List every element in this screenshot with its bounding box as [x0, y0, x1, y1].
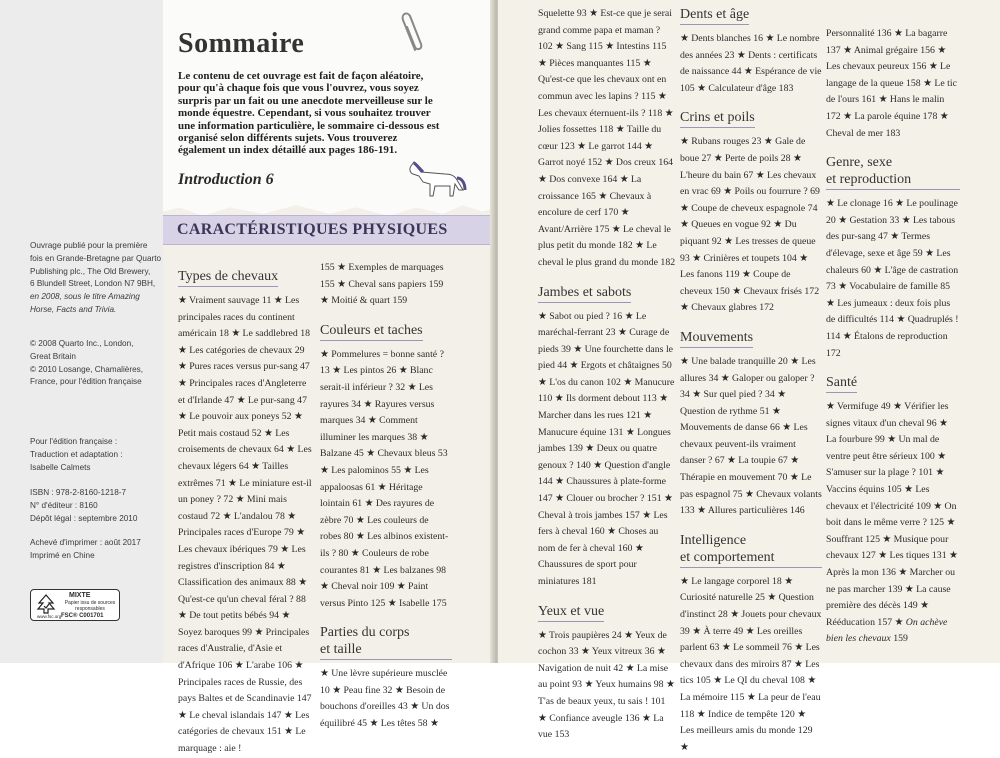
heading-line: Genre, sexe [826, 155, 893, 171]
toc-column-1 [178, 268, 314, 758]
credit-line: Publishing plc., The Old Brewery, [30, 266, 151, 276]
credit-line: Achevé d'imprimer : août 2017 [30, 538, 141, 547]
heading-intelligence [680, 532, 822, 568]
toc-entries: 155 ★ Exemples de marquages 155 ★ Cheval sans papiers 159 ★ Moitié & quart 159 [320, 262, 444, 307]
heading-line: Intelligence [680, 532, 747, 548]
fsc-logo [30, 589, 120, 621]
toc-entries: ★ Une balade tranquille 20 ★ Les allures 34 ★ Galoper ou galoper ? 34 ★ Sur quel pied ? 34 ★ Question de rythme 51 ★ Mouvements de danse 66 ★ Les chevaux peuvent-ils vraiment danser ? 67 ★ La toupie 67 ★ Thérapie en mouvement 70 ★ Le pas espagnol 75 ★ Chevaux volants 133 ★ Allures particulières 146 [680, 355, 822, 517]
credits-translation [30, 436, 158, 474]
toc-entries: ★ Dents blanches 16 ★ Le nombre des années 23 ★ Dents : certificats de naissance 44 ★ Espérance de vie 105 ★ Calculateur d'âge 183 [680, 33, 822, 94]
toc-entries: ★ Rubans rouges 23 ★ Gale de boue 27 ★ Perte de poils 28 ★ L'heure du bain 67 ★ Les chevaux en vrac 69 ★ Poils ou fourrure ? 69 ★ Coupe de cheveux espagnole 74 ★ Queues en vogue 92 ★ Du piquant 92 ★ Les tresses de queue 93 ★ Crinières et toupets 104 ★ Les fanons 119 ★ Coupe de cheveux 150 ★ Chevaux frisés 172 ★ Chevaux glabres 172 [680, 136, 820, 314]
toc-entries: ★ Pommelures = bonne santé ? 13 ★ Les pintos 26 ★ Blanc serait-il inférieur ? 32 ★ Les rayures 34 ★ Rayures versus marques 34 ★ Comment illuminer les marques 38 ★ Balzane 45 ★ Chevaux bleus 53 ★ Les palominos 55 ★ Les appaloosas 61 ★ Héritage lointain 61 ★ Des rayures de zèbre 70 ★ Les couleurs de robes 80 ★ Les albinos existent-ils ? 80 ★ Couleurs de robe courantes 81 ★ Les balzanes 98 ★ Cheval noir 109 ★ Paint versus Pinto 125 ★ Isabelle 175 [320, 348, 449, 609]
credit-line: Imprimé en Chine [30, 550, 95, 560]
credits-publish [30, 240, 162, 317]
toc-page-number: 159 [893, 633, 908, 645]
heading-mouvements: Mouvements [680, 329, 753, 348]
toc-entries: ★ Trois paupières 24 ★ Yeux de cochon 33 ★ Yeux vitreux 36 ★ Navigation de nuit 42 ★ La mise au point 93 ★ Yeux humains 98 ★ T'as de beaux yeux, tu sais ! 101 ★ Confiance aveugle 136 ★ La vue 153 [538, 629, 675, 741]
credit-line: ISBN : 978-2-8160-1218-7 [30, 488, 127, 497]
credit-line: fois en Grande-Bretagne par Quarto [30, 253, 162, 263]
heading-types-de-chevaux: Types de chevaux [178, 268, 278, 287]
credit-line: © 2008 Quarto Inc., London, [30, 339, 134, 348]
page-title: Sommaire [178, 28, 305, 59]
credit-line: 6 Blundell Street, London N7 9BH, [30, 279, 156, 289]
toc-entries: ★ Le langage corporel 18 ★ Curiosité naturelle 25 ★ Question d'instinct 28 ★ Jouets pour chevaux 39 ★ À terre 49 ★ Les oreilles parlent 63 ★ Le sommeil 76 ★ Les chevaux dans des miroirs 87 ★ Les tics 105 ★ Le QI du cheval 108 ★ La mémoire 115 ★ La peur de l'eau 118 ★ Indice de tempête 120 ★ Les meilleurs amis du monde 129 ★ [680, 575, 822, 753]
credit-line: Pour l'édition française : [30, 437, 118, 446]
fsc-site: www.fsc.org [37, 614, 62, 619]
paperclip-icon [395, 10, 423, 54]
credit-line: Ouvrage publié pour la première [30, 241, 148, 250]
credits-copyright [30, 338, 158, 389]
toc-entries: ★ Sabot ou pied ? 16 ★ Le maréchal-ferrant 23 ★ Curage de pieds 39 ★ Une fourchette dans le pied 44 ★ Ergots et châtaignes 50 ★ L'os du canon 102 ★ Manucure 110 ★ Ils dorment debout 113 ★ Marcher dans les rues 121 ★ Manucure équine 131 ★ Longues jambes 139 ★ Deux ou quatre genoux ? 140 ★ Question d'angle 144 ★ Chaussures à plate-forme 147 ★ Clouer ou brocher ? 151 ★ Cheval à trois jambes 157 ★ Les fers à cheval 160 ★ Choses au nom de fer à cheval 160 ★ Chaussures de sport pour miniatures 181 [538, 310, 675, 587]
credit-line: © 2010 Losange, Chamalières, [30, 364, 143, 374]
heading-line: et reproduction [826, 172, 912, 188]
credit-line: France, pour l'édition française [30, 377, 142, 387]
credit-line: N° d'éditeur : 8160 [30, 500, 98, 510]
credits-column [0, 0, 163, 663]
toc-column-5 [826, 26, 960, 648]
heading-yeux-et-vue: Yeux et vue [538, 603, 604, 622]
toc-text: ★ Vermifuge 49 ★ Vérifier les signes vitaux d'un cheval 96 ★ La fourbure 99 ★ Un mal de ventre peut être sérieux 100 ★ S'amuser sur la plage ? 101 ★ Vaccins équins 105 ★ Les chevaux et l'électricité 109 ★ On boit dans le même verre ? 125 ★ Souffrant 125 ★ Musique pour chevaux 127 ★ Les tiques 131 ★ Après la mon 136 ★ Marcher ou ne pas marcher 139 ★ La cause première des décès 149 ★ Rééducation 157 ★ [826, 401, 958, 628]
credit-line: Horse, Facts and Trivia. [30, 304, 117, 314]
heading-couleurs-et-taches: Couleurs et taches [320, 322, 423, 341]
toc-entries: ★ Le clonage 16 ★ Le poulinage 20 ★ Gestation 33 ★ Les tabous des pur-sang 47 ★ Termes d'élevage, sexe et âge 59 ★ Les chaleurs 60 ★ L'âge de castration 73 ★ Vocabulaire de famille 85 ★ Les jumeaux : deux fois plus de difficultés 114 ★ Quadruplés ! 114 ★ Étalons de reproduction 172 [826, 198, 959, 359]
toc-column-2 [320, 260, 452, 733]
toc-entries: ★ Vraiment sauvage 11 ★ Les principales races du continent américain 18 ★ Le saddlebred 18 ★ Les catégories de chevaux 29 ★ Pures races versus pur-sang 47 ★ Principales races d'Angleterre et d'Irlande 47 ★ Le pur-sang 47 ★ Le pouvoir aux poneys 52 ★ Petit mais costaud 52 ★ Les croisements de chevaux 64 ★ Les chevaux légers 64 ★ Tailles extrêmes 71 ★ Le miniature est-il un poney ? 72 ★ Mini mais costaud 72 ★ L'andalou 78 ★ Principales races d'Europe 79 ★ Les chevaux ibériques 79 ★ Les registres d'inscription 84 ★ Classification des animaux 88 ★ Qu'est-ce qu'un cheval féral ? 88 ★ De tout petits bébés 94 ★ Soyez baroques 99 ★ Principales races d'Australie, d'Asie et d'Afrique 106 ★ L'arabe 106 ★ Principales races de Russie, des pays Baltes et de Scandinavie 147 ★ Le cheval islandais 147 ★ Les catégories de chevaux 151 ★ Le marquage : aie ! [178, 295, 312, 755]
credits-isbn [30, 487, 158, 525]
fsc-mixte: MIXTE [69, 592, 91, 599]
introduction-entry: Introduction 6 [178, 171, 274, 188]
heading-line: et comportement [680, 549, 775, 565]
section-title: CARACTÉRISTIQUES PHYSIQUES [177, 221, 448, 238]
intro-paragraph: Le contenu de cet ouvrage est fait de façon aléatoire, pour qu'à chaque fois que vous l'ouvrez, vous soyez surpris par un fait ou une anecdote merveilleuse sur le monde équestre. Cependant, si vous souhaitez trouver une information particulière, le sommaire ci-dessous est organisé selon différents sujets. Vous trouverez également un index détaillé aux pages 186-191. [178, 70, 440, 157]
left-page [0, 0, 496, 755]
heading-crins-et-poils: Crins et poils [680, 109, 755, 128]
credit-line: Traduction et adaptation : [30, 449, 123, 459]
heading-jambes-et-sabots: Jambes et sabots [538, 284, 631, 303]
fsc-code: FSC® C001701 [61, 613, 104, 619]
credit-line: Dépôt légal : septembre 2010 [30, 513, 138, 523]
credits-print [30, 537, 158, 563]
toc-entries: Squelette 93 ★ Est-ce que je serai grand comme papa et maman ? 102 ★ Sang 115 ★ Intestins 115 ★ Pièces manquantes 115 ★ Qu'est-ce que les chevaux ont en commun avec les lapins ? 115 ★ Les chevaux éternuent-ils ? 118 ★ Jolies fossettes 118 ★ Taille du cœur 123 ★ Le garrot 144 ★ Garrot noyé 152 ★ Dos creux 164 ★ Dos convexe 164 ★ La croissance 165 ★ Chevaux à encolure de cerf 170 ★ Avant/Arrière 175 ★ Le cheval le plus petit du monde 182 ★ Le cheval le plus grand du monde 182 [538, 8, 676, 268]
right-page [498, 0, 1000, 753]
heading-line: et taille [320, 642, 362, 658]
toc-column-3 [538, 6, 676, 744]
horse-illustration-icon [405, 160, 467, 198]
heading-genre-sexe [826, 154, 960, 190]
toc-column-4 [680, 6, 822, 756]
fsc-subtitle: Papier issu de sources responsables [64, 600, 116, 612]
credit-line: Great Britain [30, 351, 76, 361]
section-band [163, 215, 496, 245]
toc-entries: Personnalité 136 ★ La bagarre 137 ★ Animal grégaire 156 ★ Les chevaux peureux 156 ★ Le langage de la queue 158 ★ Le tic de l'ours 161 ★ Hans le malin 172 ★ La parole équine 178 ★ Cheval de mer 183 [826, 28, 957, 139]
toc-entries: ★ Une lèvre supérieure musclée 10 ★ Peau fine 32 ★ Besoin de bouchons d'oreilles 43 ★ Un dos équilibré 45 ★ Les têtes 58 ★ [320, 668, 450, 730]
credit-line: Isabelle Calmets [30, 462, 91, 472]
toc-entries [826, 399, 960, 648]
heading-sante: Santé [826, 374, 857, 393]
heading-line: Parties du corps [320, 625, 410, 641]
toc-italic-title: On achève bien les chevaux [826, 616, 948, 645]
credit-line: en 2008, sous le titre Amazing [30, 292, 140, 302]
heading-dents-et-age: Dents et âge [680, 6, 749, 25]
heading-parties-du-corps [320, 624, 452, 660]
